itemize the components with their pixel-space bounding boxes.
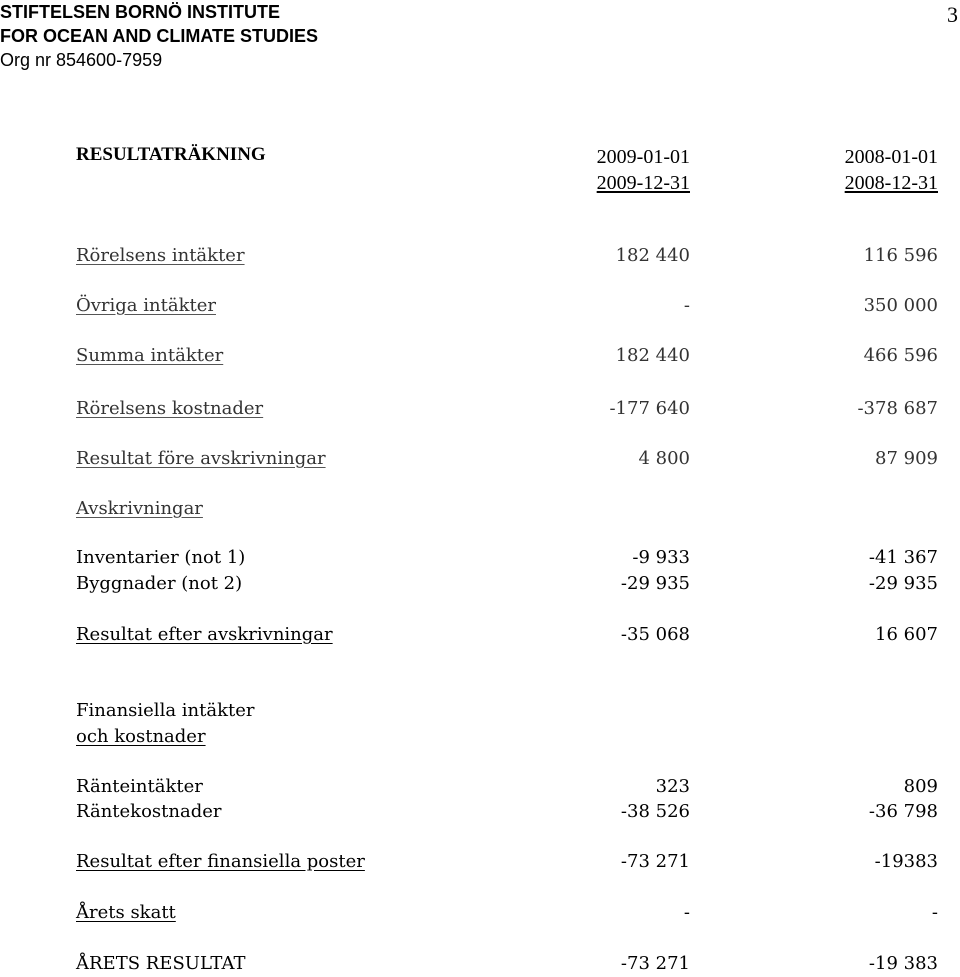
row-rorelsens-kostnader: [0, 396, 960, 422]
row-label: Rörelsens kostnader: [76, 398, 264, 419]
row-label: Rörelsens intäkter: [76, 245, 245, 266]
row-value-previous: 16 607: [875, 624, 938, 645]
row-finansiella-heading-line1: [0, 698, 960, 724]
row-value-current: 323: [655, 776, 690, 797]
row-value-previous: 350 000: [863, 295, 938, 316]
row-label: och kostnader: [76, 726, 206, 747]
row-finansiella-heading-line2: [0, 724, 960, 750]
row-label: Inventarier (not 1): [76, 547, 246, 568]
row-value-previous: -19383: [874, 851, 938, 872]
row-value-current: -: [683, 295, 690, 316]
row-label: ÅRETS RESULTAT: [76, 953, 246, 974]
current-period-end: 2009-12-31: [596, 172, 690, 194]
row-rantekostnader: [0, 799, 960, 825]
row-arets-skatt: [0, 900, 960, 926]
current-period-start: 2009-01-01: [596, 146, 690, 168]
row-ranteintakter: [0, 774, 960, 800]
row-ovriga-intakter: [0, 293, 960, 319]
row-byggnader: [0, 571, 960, 597]
previous-period-header: [845, 144, 938, 196]
row-label: Resultat före avskrivningar: [76, 448, 326, 469]
row-label: Resultat efter avskrivningar: [76, 624, 333, 645]
row-value-current: -38 526: [620, 801, 690, 822]
row-value-current: -29 935: [620, 573, 690, 594]
row-label: Räntekostnader: [76, 801, 222, 822]
row-value-previous: -378 687: [857, 398, 938, 419]
organization-header: [0, 0, 318, 72]
row-value-previous: 116 596: [863, 245, 938, 266]
row-summa-intakter: [0, 343, 960, 369]
row-value-current: -73 271: [620, 953, 690, 974]
row-value-previous: -36 798: [868, 801, 938, 822]
row-value-previous: -19 383: [868, 953, 938, 974]
row-label: Övriga intäkter: [76, 295, 216, 316]
previous-period-end: 2008-12-31: [844, 172, 938, 194]
row-value-previous: -29 935: [868, 573, 938, 594]
row-value-current: 182 440: [615, 345, 690, 366]
row-arets-resultat: [0, 951, 960, 977]
row-avskrivningar-heading: [0, 496, 960, 522]
row-label: Byggnader (not 2): [76, 573, 243, 594]
row-value-current: -35 068: [620, 624, 690, 645]
row-inventarier: [0, 545, 960, 571]
row-label: Avskrivningar: [76, 498, 203, 519]
previous-period-start: 2008-01-01: [844, 146, 938, 168]
row-value-previous: 809: [903, 776, 938, 797]
row-label: Ränteintäkter: [76, 776, 203, 797]
organization-name-line2: FOR OCEAN AND CLIMATE STUDIES: [0, 26, 318, 46]
row-label: Finansiella intäkter: [76, 700, 255, 721]
row-label: Resultat efter finansiella poster: [76, 851, 365, 872]
row-value-previous: 87 909: [875, 448, 938, 469]
row-resultat-efter-finansiella-poster: [0, 849, 960, 875]
statement-title: RESULTATRÄKNING: [76, 144, 266, 165]
organization-name-line1: STIFTELSEN BORNÖ INSTITUTE: [0, 2, 281, 22]
row-value-current: -: [683, 902, 690, 923]
row-value-previous: -41 367: [868, 547, 938, 568]
row-value-current: -9 933: [632, 547, 690, 568]
row-value-current: 182 440: [615, 245, 690, 266]
row-rorelsens-intakter: [0, 243, 960, 269]
row-resultat-efter-avskrivningar: [0, 622, 960, 648]
row-value-current: -73 271: [620, 851, 690, 872]
row-resultat-fore-avskrivningar: [0, 446, 960, 472]
row-label: Årets skatt: [76, 902, 176, 923]
page-number: 3: [947, 2, 958, 27]
organization-number: Org nr 854600-7959: [0, 50, 163, 70]
row-value-current: 4 800: [638, 448, 690, 469]
row-value-current: -177 640: [609, 398, 690, 419]
row-value-previous: -: [931, 902, 938, 923]
current-period-header: [597, 144, 690, 196]
row-label: Summa intäkter: [76, 345, 224, 366]
row-value-previous: 466 596: [863, 345, 938, 366]
